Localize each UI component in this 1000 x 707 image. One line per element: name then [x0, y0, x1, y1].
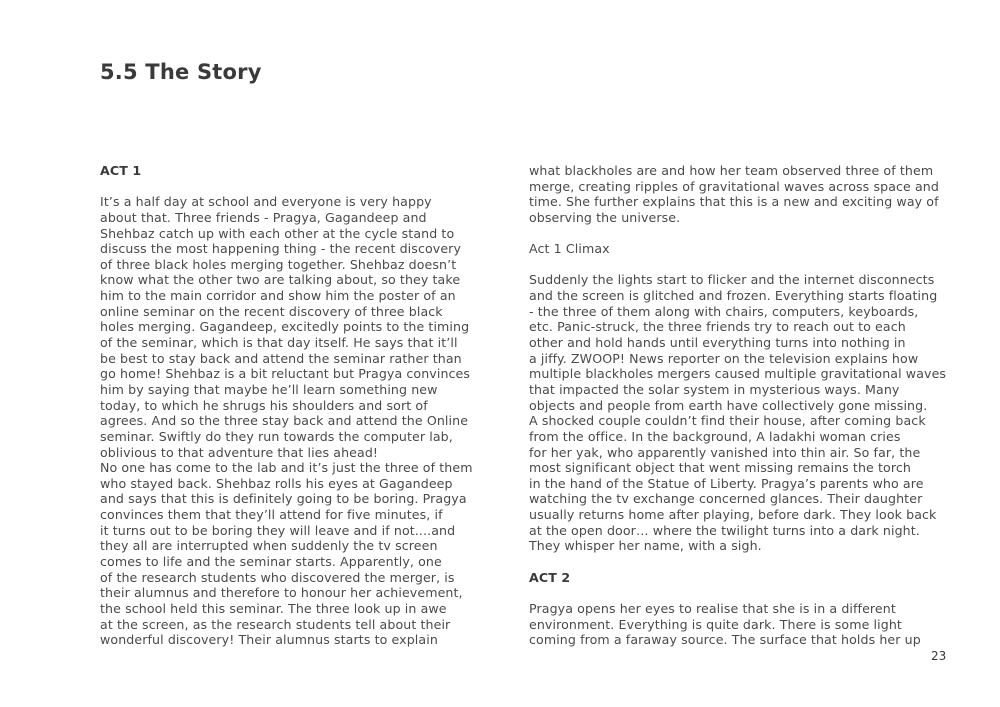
text-line: most significant object that went missing remains the torch — [529, 460, 911, 476]
text-line: of three black holes merging together. Shehbaz doesn’t — [100, 256, 457, 272]
act-1-climax-heading: Act 1 Climax — [529, 241, 610, 257]
text-line: Suddenly the lights start to flicker and the internet disconnects — [529, 272, 935, 288]
text-line: holes merging. Gagandeep, excitedly points to the timing — [100, 319, 470, 335]
text-line: oblivious to that adventure that lies ahead! — [100, 444, 379, 460]
text-line: merge, creating ripples of gravitational waves across space and — [529, 178, 939, 194]
text-line: It’s a half day at school and everyone is very happy — [100, 194, 432, 210]
text-line: observing the universe. — [529, 209, 681, 225]
text-line: agrees. And so the three stay back and attend the Online — [100, 413, 469, 429]
text-line: him by saying that maybe he’ll learn something new — [100, 381, 438, 397]
text-line: and the screen is glitched and frozen. Everything starts floating — [529, 288, 938, 304]
left-column — [100, 163, 480, 648]
page-title: 5.5 The Story — [100, 60, 262, 84]
text-line: coming from a faraway source. The surface that holds her up — [529, 632, 921, 648]
act-1-paragraph — [100, 194, 480, 648]
text-line: at the screen, as the research students tell about their — [100, 616, 451, 632]
text-line: environment. Everything is quite dark. There is some light — [529, 616, 902, 632]
text-line: who stayed back. Shehbaz rolls his eyes at Gagandeep — [100, 475, 453, 491]
text-line: it turns out to be boring they will leave and if not....and — [100, 522, 456, 538]
text-line: convinces them that they’ll attend for five minutes, if — [100, 507, 443, 523]
text-line: They whisper her name, with a sigh. — [529, 538, 762, 554]
act-1-climax-paragraph — [529, 272, 949, 554]
text-line: a jiffy. ZWOOP! News reporter on the television explains how — [529, 350, 919, 366]
text-line: be best to stay back and attend the seminar rather than — [100, 350, 462, 366]
text-line: at the open door… where the twilight turns into a dark night. — [529, 522, 920, 538]
text-line: usually returns home after playing, before dark. They look back — [529, 507, 937, 523]
text-line: today, to which he shrugs his shoulders and sort of — [100, 397, 428, 413]
text-line: watching the tv exchange concerned glances. Their daughter — [529, 491, 923, 507]
text-line: Shehbaz catch up with each other at the cycle stand to — [100, 225, 455, 241]
text-line: online seminar on the recent discovery of three black — [100, 303, 443, 319]
text-line: of the seminar, which is that day itself. He says that it’ll — [100, 335, 458, 351]
text-line: from the office. In the background, A ladakhi woman cries — [529, 428, 901, 444]
text-line: know what the other two are talking about, so they take — [100, 272, 461, 288]
text-line: - the three of them along with chairs, computers, keyboards, — [529, 303, 919, 319]
act-1-heading: ACT 1 — [100, 163, 142, 178]
text-line: Pragya opens her eyes to realise that she is in a different — [529, 600, 896, 616]
text-line: go home! Shehbaz is a bit reluctant but Pragya convinces — [100, 366, 471, 382]
text-line: the school held this seminar. The three look up in awe — [100, 600, 447, 616]
text-line: for her yak, who apparently vanished into thin air. So far, the — [529, 444, 921, 460]
text-line: in the hand of the Statue of Liberty. Pragya’s parents who are — [529, 475, 924, 491]
page-number: 23 — [931, 649, 947, 663]
text-line: discuss the most happening thing - the recent discovery — [100, 241, 462, 257]
text-line: what blackholes are and how her team observed three of them — [529, 163, 934, 178]
text-line: wonderful discovery! Their alumnus starts to explain — [100, 632, 438, 648]
text-line: objects and people from earth have collectively gone missing. — [529, 397, 928, 413]
text-line: seminar. Swiftly do they run towards the computer lab, — [100, 428, 453, 444]
text-line: that impacted the solar system in mysterious ways. Many — [529, 381, 900, 397]
text-line: about that. Three friends - Pragya, Gagandeep and — [100, 209, 427, 225]
text-line: other and hold hands until everything turns into nothing in — [529, 335, 906, 351]
text-line: time. She further explains that this is a new and exciting way of — [529, 194, 939, 210]
act-2-heading: ACT 2 — [529, 569, 571, 585]
text-line: multiple blackholes mergers caused multiple gravitational waves — [529, 366, 947, 382]
text-line: and says that this is definitely going to be boring. Pragya — [100, 491, 467, 507]
text-line: him to the main corridor and show him the poster of an — [100, 288, 456, 304]
text-line: their alumnus and therefore to honour her achievement, — [100, 585, 463, 601]
text-line: A shocked couple couldn’t find their house, after coming back — [529, 413, 926, 429]
act-2-paragraph — [529, 601, 949, 648]
text-line: of the research students who discovered the merger, is — [100, 569, 455, 585]
text-line: they all are interrupted when suddenly the tv screen — [100, 538, 438, 554]
right-column — [529, 163, 949, 648]
text-line: No one has come to the lab and it’s just the three of them — [100, 460, 473, 476]
text-line: etc. Panic-struck, the three friends try to reach out to each — [529, 319, 906, 335]
text-line: comes to life and the seminar starts. Apparently, one — [100, 554, 442, 570]
act-1-continued-paragraph — [529, 163, 949, 226]
